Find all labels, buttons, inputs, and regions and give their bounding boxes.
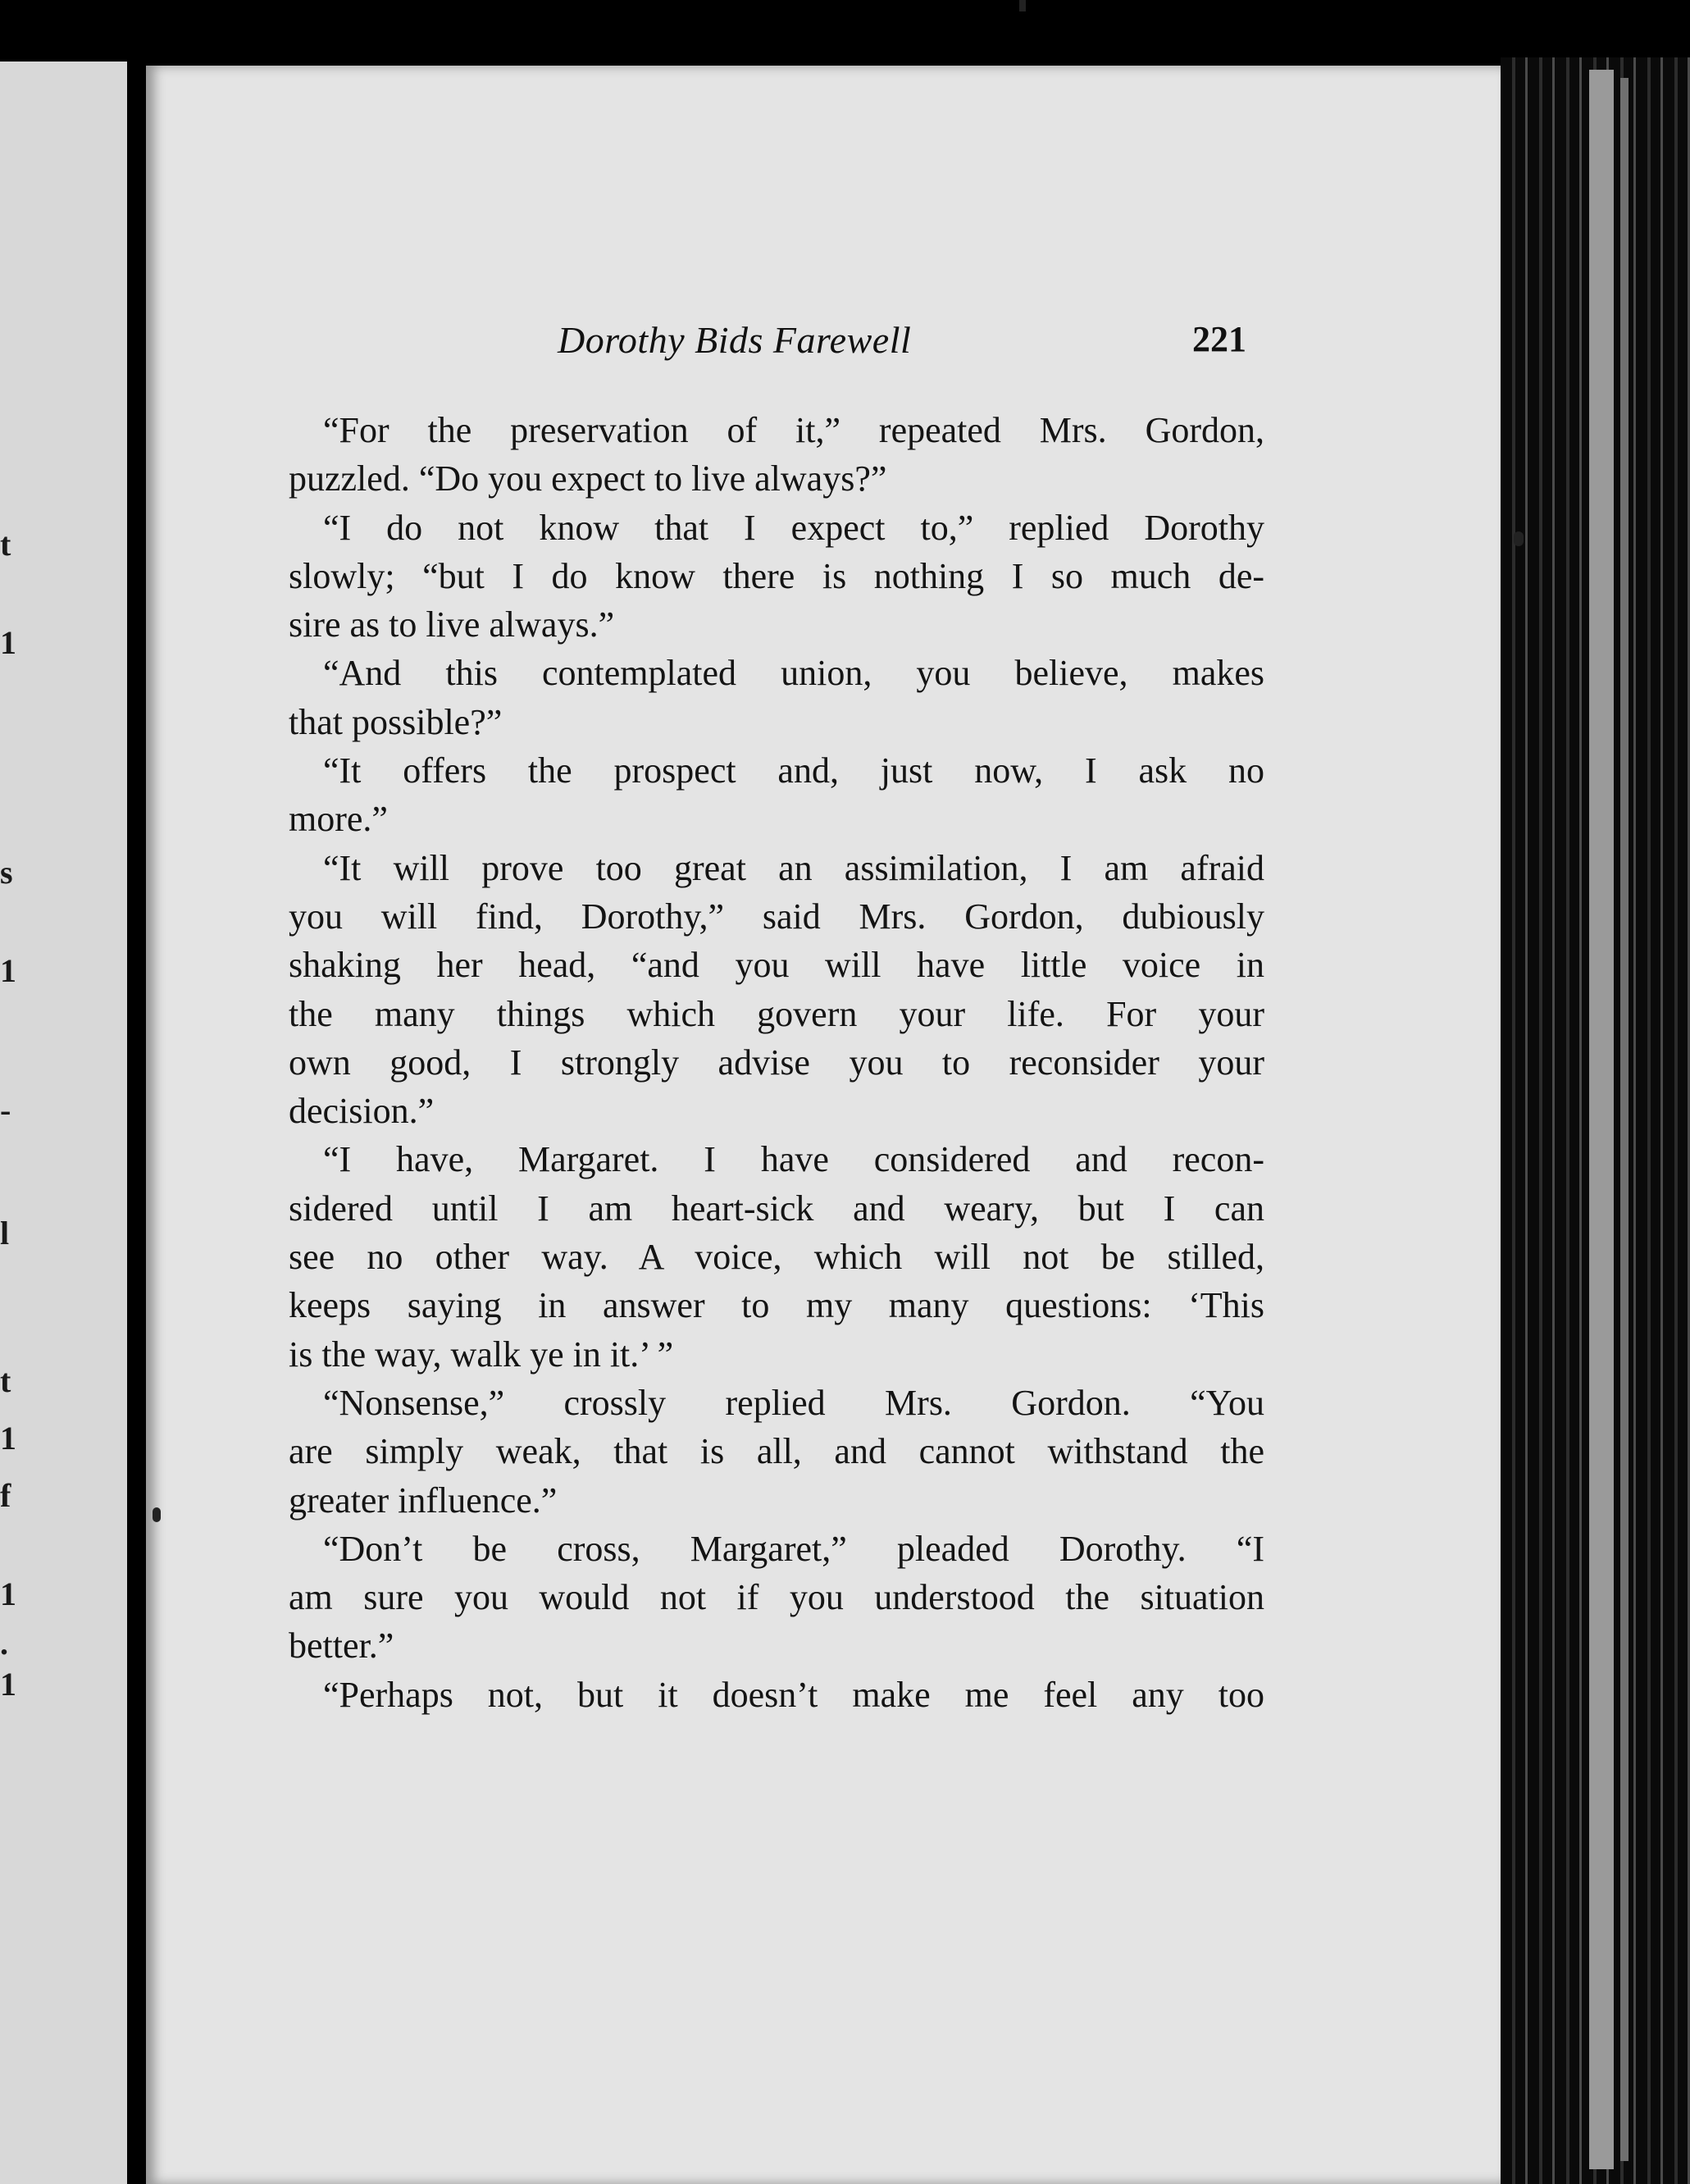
- text-line: own good, I strongly advise you to reconsider your: [289, 1042, 1264, 1083]
- facing-page-letter: 1: [0, 1575, 16, 1612]
- facing-page-letter: 1: [0, 952, 16, 989]
- facing-page-letter: t: [0, 1362, 11, 1399]
- text-line: shaking her head, “and you will have little voice in: [289, 945, 1264, 986]
- text-line: “Perhaps not, but it doesn’t make me feel any too: [323, 1674, 1264, 1715]
- text-line: the many things which govern your life. For your: [289, 993, 1264, 1034]
- facing-page-letter: t: [0, 526, 11, 563]
- text-line: “Nonsense,” crossly replied Mrs. Gordon. “You: [323, 1382, 1264, 1423]
- text-line: puzzled. “Do you expect to live always?”: [289, 458, 887, 499]
- margin-dot-right: [1514, 531, 1524, 546]
- text-line: more.”: [289, 799, 388, 840]
- margin-dot-left: [153, 1507, 161, 1522]
- text-line: “And this contemplated union, you believe, makes: [323, 653, 1264, 694]
- text-line: “I do not know that I expect to,” replied Dorothy: [323, 507, 1264, 548]
- text-line: sire as to live always.”: [289, 604, 615, 645]
- text-line: “Don’t be cross, Margaret,” pleaded Dorothy. “I: [323, 1528, 1264, 1569]
- text-line: greater influence.”: [289, 1480, 558, 1521]
- text-line: you will find, Dorothy,” said Mrs. Gordon, dubiously: [289, 896, 1264, 937]
- text-line: slowly; “but I do know there is nothing I so much de-: [289, 555, 1264, 596]
- page-number: 221: [1192, 319, 1246, 359]
- facing-page-letter: -: [0, 1092, 11, 1128]
- running-title: Dorothy Bids Farewell: [558, 319, 912, 361]
- facing-page-letter: l: [0, 1215, 10, 1252]
- facing-page-edge: [0, 62, 127, 2184]
- page-edge-highlight-inner: [1620, 78, 1629, 2161]
- text-line: keeps saying in answer to my many questions: ‘This: [289, 1285, 1264, 1326]
- top-speck: [1019, 0, 1026, 11]
- facing-page-letter: 1: [0, 1666, 16, 1703]
- text-line: is the way, walk ye in it.’ ”: [289, 1334, 674, 1375]
- facing-page-letter: .: [0, 1625, 8, 1662]
- text-line: are simply weak, that is all, and cannot withstand the: [289, 1431, 1264, 1472]
- text-line: sidered until I am heart-sick and weary, but I can: [289, 1188, 1264, 1229]
- text-line: decision.”: [289, 1091, 435, 1132]
- facing-page-letter: 1: [0, 624, 16, 661]
- facing-page-letter: f: [0, 1477, 11, 1514]
- text-line: “I have, Margaret. I have considered and recon-: [323, 1139, 1264, 1180]
- text-line: that possible?”: [289, 701, 503, 742]
- facing-page-letters: [0, 62, 127, 2184]
- text-line: “It will prove too great an assimilation, I am afraid: [323, 847, 1264, 888]
- body-text: [289, 406, 1264, 1719]
- text-line: “For the preservation of it,” repeated Mrs. Gordon,: [323, 410, 1264, 450]
- text-line: better.”: [289, 1625, 394, 1666]
- text-line: am sure you would not if you understood the situation: [289, 1577, 1264, 1618]
- text-line: “It offers the prospect and, just now, I ask no: [323, 750, 1264, 791]
- page-header: [303, 318, 1246, 376]
- facing-page-letter: 1: [0, 1420, 16, 1457]
- page-edge-highlight: [1589, 70, 1614, 2169]
- facing-page-letter: s: [0, 854, 13, 891]
- text-line: see no other way. A voice, which will not be stilled,: [289, 1237, 1264, 1278]
